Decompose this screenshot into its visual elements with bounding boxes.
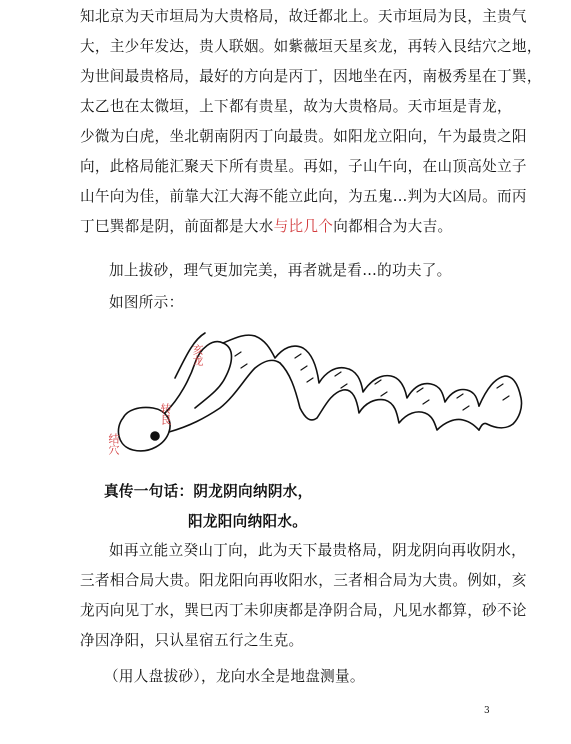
text-line: 如再立能立癸山丁向，此为天下最贵格局，阴龙阴向再收阴水， xyxy=(109,542,527,559)
text-line: 太乙也在太微垣，上下都有贵星，故为大贵格局。天市垣是青龙， xyxy=(80,98,512,115)
dragon-body-lower xyxy=(169,360,280,432)
saying-line-1: 真传一句话：阴龙阴向纳阴水， xyxy=(104,483,313,500)
text-line: 如图所示： xyxy=(109,294,184,311)
text-line: 知北京为天市垣局为大贵格局，故迁都北上。天市垣局为艮，主贵气 xyxy=(80,8,527,25)
paragraph-4 xyxy=(80,536,527,656)
text-line: 大，主少年发达，贵人联姻。如紫薇垣天星亥龙，再转入艮结穴之地， xyxy=(80,38,542,55)
text-line: 三者相合局大贵。阳龙阳向再收阳水，三者相合局为大贵。例如，亥 xyxy=(80,572,527,589)
saying xyxy=(80,477,500,537)
label-jie-xue: 结穴 xyxy=(107,433,120,455)
text-line: 少微为白虎，坐北朝南阴丙丁向最贵。如阳龙立阳向，午为最贵之阳 xyxy=(80,128,527,145)
paragraph-2 xyxy=(80,256,500,286)
ridge xyxy=(223,335,479,406)
page-number: 3 xyxy=(484,706,490,716)
highlighted-text: 与比几个 xyxy=(273,218,334,235)
text-line: 加上拔砂，理气更加完美，再者就是看…的功夫了。 xyxy=(109,262,452,279)
text-segment: 丁巳巽都是阴，前面都是大水 xyxy=(80,218,274,235)
label-zhuan-gen: 转艮 xyxy=(159,403,172,425)
paragraph-5 xyxy=(80,662,500,692)
peak-right xyxy=(479,376,522,430)
text-line-last xyxy=(80,212,500,242)
text-line: （用人盘拔砂），龙向水全是地盘测量。 xyxy=(104,668,365,685)
text-line: 为世间最贵格局，最好的方向是丙丁，因地坐在丙，南极秀星在丁巽， xyxy=(80,68,542,85)
text-line: 龙丙向见丁水，巽巳丙丁未卯庚都是净阴合局，凡见水都算，砂不论 xyxy=(80,602,527,619)
text-line: 净因净阳，只认星宿五行之生克。 xyxy=(80,632,304,649)
saying-line-2: 阳龙阳向纳阳水。 xyxy=(188,513,308,530)
text-line: 山午向为佳，前靠大江大海不能立此向，为五鬼…判为大凶局。而丙 xyxy=(80,188,527,205)
label-hai-long: 亥龙 xyxy=(191,344,204,366)
cave-point xyxy=(151,432,159,440)
paragraph-1 xyxy=(80,2,542,242)
paragraph-3 xyxy=(80,288,500,318)
text-segment: 向都相合为大吉。 xyxy=(333,218,453,235)
text-line: 向，此格局能汇聚天下所有贵星。再如，子山午向，在山顶高处立子 xyxy=(80,158,527,175)
mountain-dragon-figure xyxy=(95,318,530,468)
